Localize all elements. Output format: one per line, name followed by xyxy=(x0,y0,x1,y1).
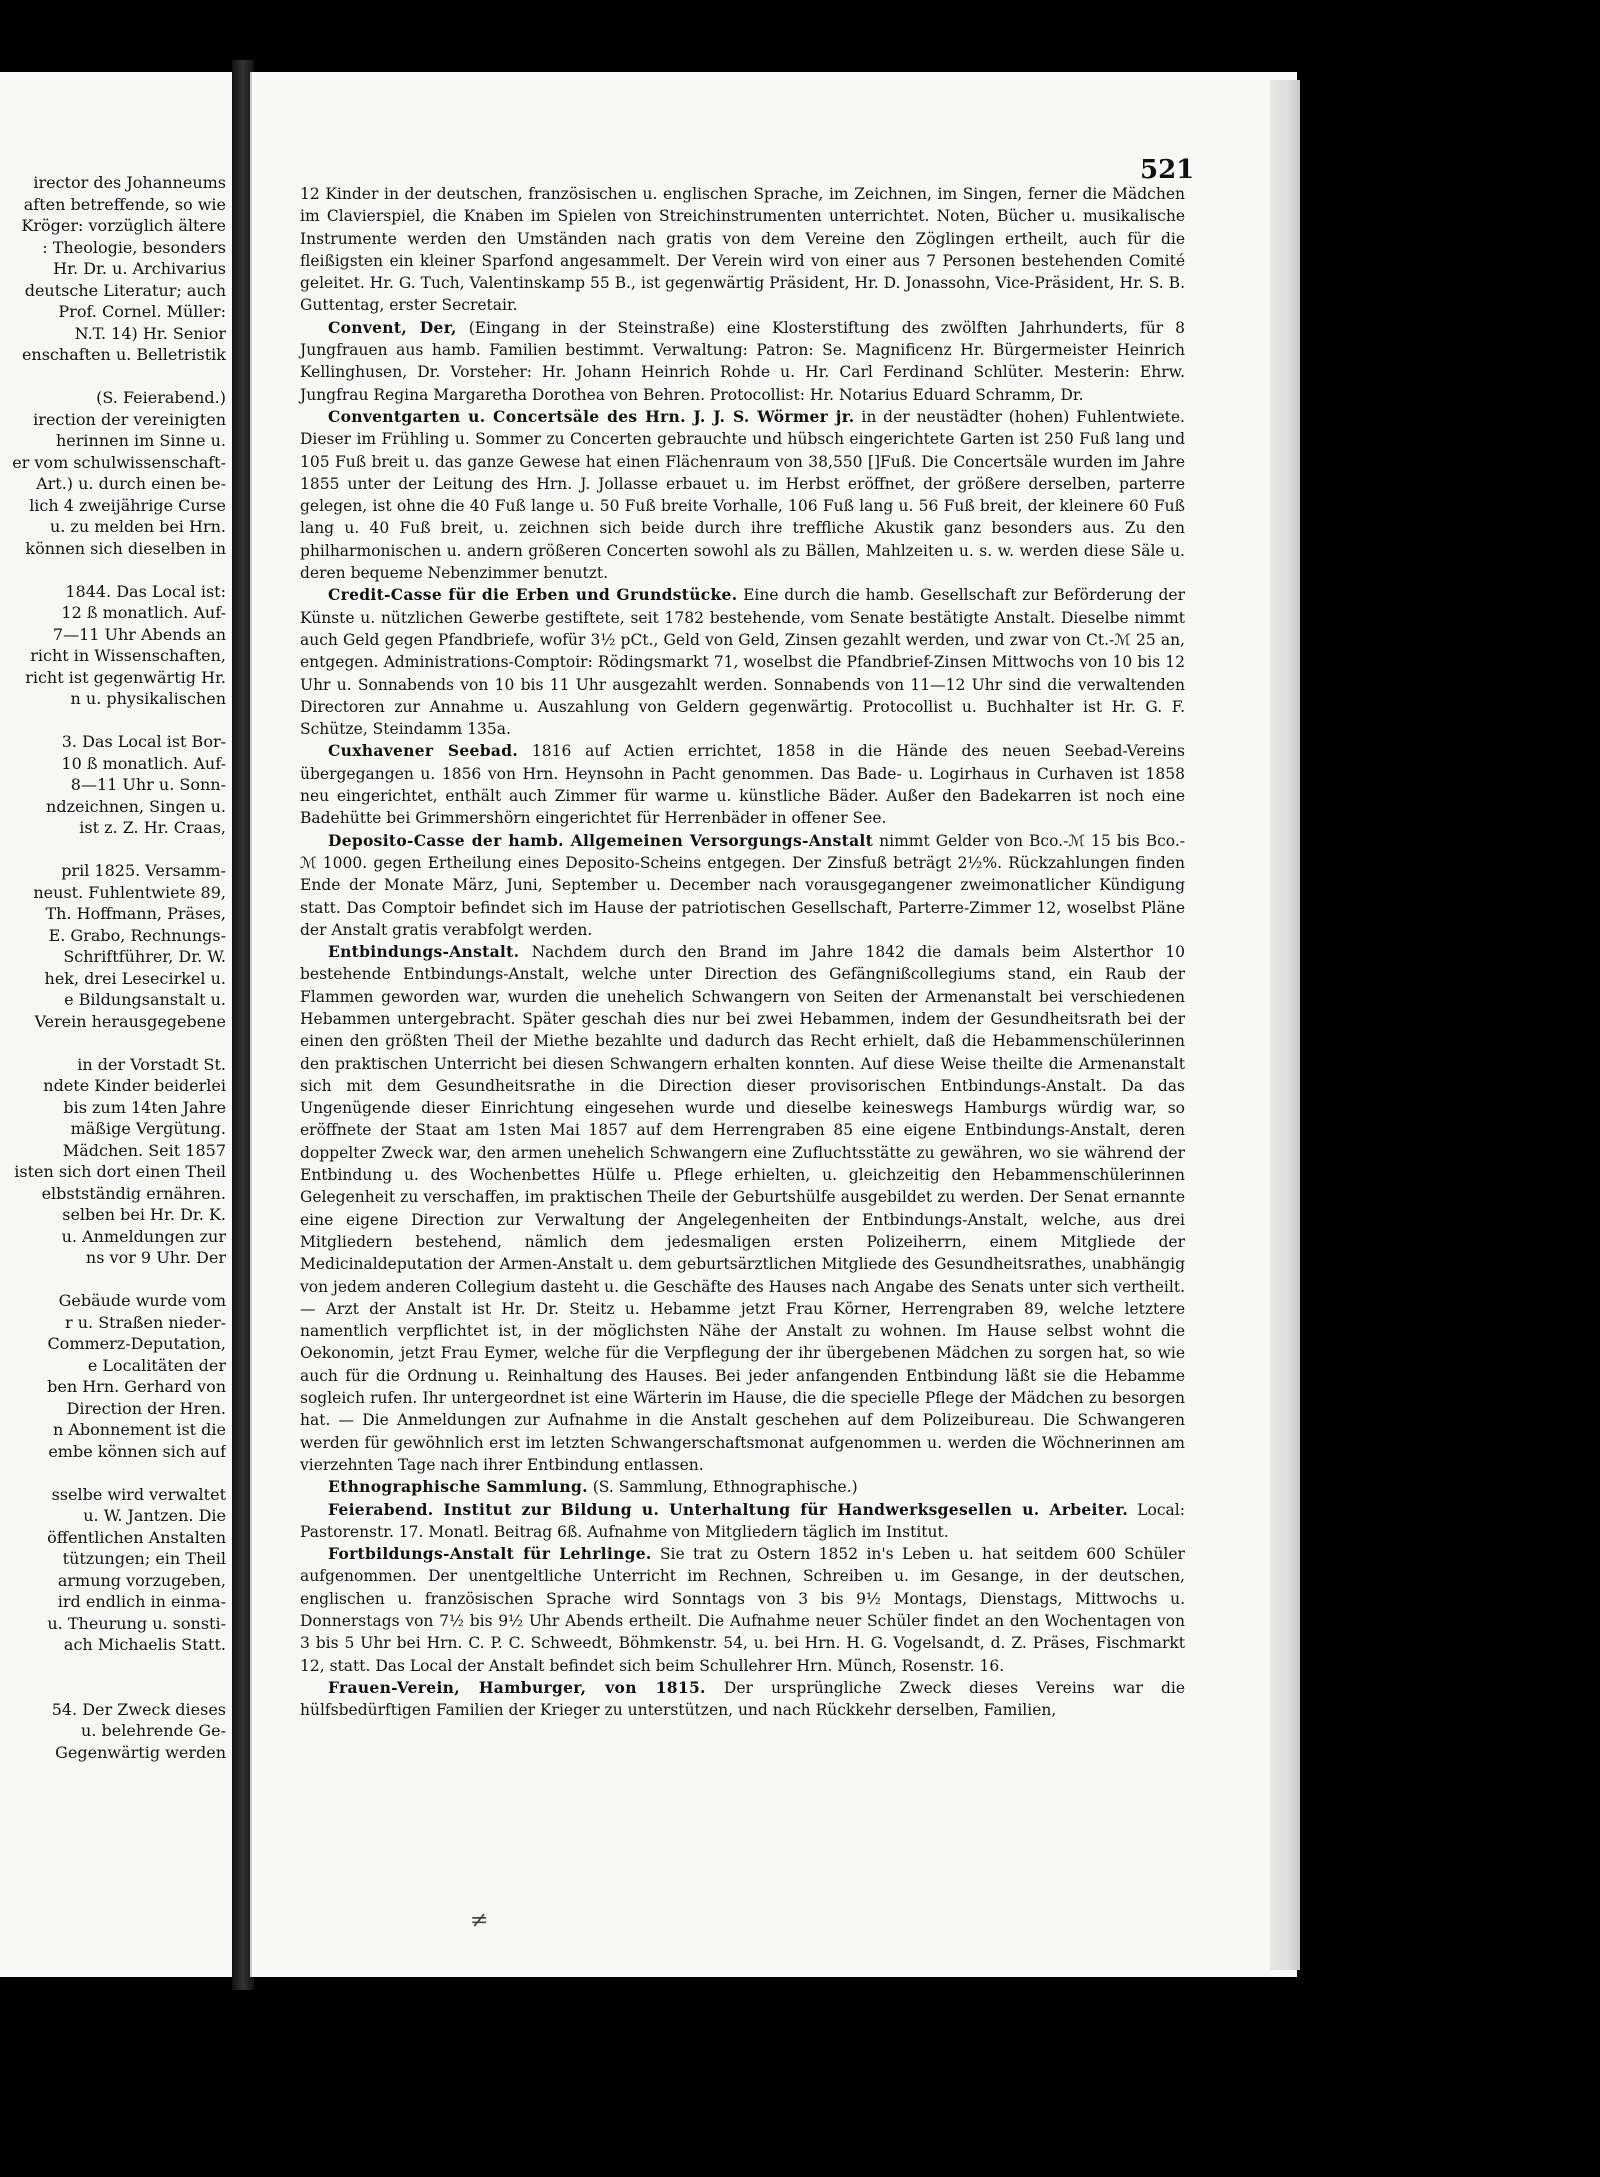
left-page-line: mäßige Vergütung. xyxy=(70,1119,226,1138)
entry-heading: Convent, Der, xyxy=(328,317,457,337)
left-page-line: ndzeichnen, Singen u. xyxy=(46,796,226,816)
left-page-line xyxy=(0,839,226,861)
directory-entry xyxy=(300,1499,1185,1544)
left-page-line: Gebäude wurde vom xyxy=(58,1291,226,1310)
directory-entry xyxy=(300,830,1185,941)
left-page-line: ist z. Z. Hr. Craas, xyxy=(79,818,226,837)
left-page-line: u. zu melden bei Hrn. xyxy=(49,517,226,536)
page-number: 521 xyxy=(1140,155,1195,185)
left-page-line: können sich dieselben in xyxy=(25,538,226,558)
page-body xyxy=(300,183,1185,1721)
entry-heading: Ethnographische Sammlung. xyxy=(328,1477,588,1497)
left-page-line: pril 1825. Versamm- xyxy=(61,861,226,880)
directory-entry xyxy=(300,584,1185,740)
left-page-line: er vom schulwissenschaft- xyxy=(12,452,226,472)
left-page-line: Gegenwärtig werden xyxy=(55,1742,226,1762)
left-page-line: selben bei Hr. Dr. K. xyxy=(62,1205,226,1224)
stray-mark: ≠ xyxy=(470,1908,489,1933)
entry-heading: Entbindungs-Anstalt. xyxy=(328,942,520,962)
directory-entry xyxy=(300,183,1185,317)
left-page-line xyxy=(0,1032,226,1054)
left-page-line: 8—11 Uhr u. Sonn- xyxy=(70,775,226,794)
left-page-line: in der Vorstadt St. xyxy=(77,1054,226,1074)
entry-text: 12 Kinder in der deutschen, französischen u. englischen Sprache, im Zeichnen, im Singen, ferner die Mädchen im Clavierspiel, die Knaben im Spielen von Streichinstrumenten unterrichtet. Noten, Bücher u. musikalische Instrumente werden den Umständen nach gratis von dem Vereine den Zöglingen ertheilt, auch für die fleißigsten ein kleiner Sparfond angesammelt. Der Verein wird von einer aus 7 Personen bestehenden Comité geleitet. Hr. G. Tuch, Valentinskamp 55 B., ist gegenwärtig Präsident, Hr. D. Jonassohn, Vice-Präsident, Hr. S. B. Guttentag, erster Secretair. xyxy=(300,185,1185,315)
left-page xyxy=(0,72,232,1977)
left-page-line: irection der vereinigten xyxy=(33,409,226,429)
left-page-line: tützungen; ein Theil xyxy=(62,1549,226,1568)
entry-text: Sie trat zu Ostern 1852 in's Leben u. hat seitdem 600 Schüler aufgenommen. Der unentgeltliche Unterricht im Rechnen, Schreiben u. im Gesange, in der deutschen, englischen u. französischen Sprache wird Sonntags von 3 bis 9½ Montags, Dienstags, Mittwochs u. Donnerstags von 7½ bis 9½ Uhr Abends ertheilt. Die Aufnahme neuer Schüler findet an den Wochentagen von 3 bis 5 Uhr bei Hrn. C. P. C. Schweedt, Böhmkenstr. 54, u. bei Hrn. H. G. Vogelsandt, d. Z. Präses, Fischmarkt 12, statt. Das Local der Anstalt befindet sich beim Schullehrer Hrn. Münch, Rosenstr. 16. xyxy=(300,1545,1185,1675)
left-page-line: Verein herausgegebene xyxy=(34,1011,226,1031)
left-page-line xyxy=(0,366,226,388)
left-page-line: richt in Wissenschaften, xyxy=(30,646,226,665)
left-page-line xyxy=(0,1269,226,1291)
left-page-line: e Localitäten der xyxy=(87,1355,226,1375)
left-page-line: u. belehrende Ge- xyxy=(81,1721,226,1740)
left-page-line xyxy=(0,1462,226,1484)
left-page-line: Hr. Dr. u. Archivarius xyxy=(53,259,226,278)
left-page-line: isten sich dort einen Theil xyxy=(14,1162,226,1181)
directory-entry xyxy=(300,740,1185,829)
left-page-line: Mädchen. Seit 1857 xyxy=(62,1140,226,1160)
entry-text: 1816 auf Actien errichtet, 1858 in die Hände des neuen Seebad-Vereins übergegangen u. 1856 von Hrn. Heynsohn in Pacht genommen. Das Bade- u. Logirhaus in Curhaven ist 1858 neu eingerichtet, enthält auch Zimmer für warme u. künstliche Bäder. Außer den Badekarren ist noch eine Badehütte bei Grimmershörn eingerichtet für Herrenbäder in offener See. xyxy=(300,742,1186,828)
left-page-line: n u. physikalischen xyxy=(70,689,226,708)
entry-heading: Credit-Casse für die Erben und Grundstücke. xyxy=(328,585,738,605)
entry-heading: Frauen-Verein, Hamburger, von 1815. xyxy=(328,1677,706,1697)
left-page-line: embe können sich auf xyxy=(48,1441,226,1461)
entry-text: (S. Sammlung, Ethnographische.) xyxy=(592,1478,858,1497)
entry-heading: Conventgarten u. Concertsäle des Hrn. J. J. S. Wörmer jr. xyxy=(328,406,855,426)
left-page-line: bis zum 14ten Jahre xyxy=(63,1097,226,1117)
left-page-line: u. Anmeldungen zur xyxy=(61,1226,226,1246)
directory-entry xyxy=(300,1543,1185,1677)
entry-heading: Deposito-Casse der hamb. Allgemeinen Versorgungs-Anstalt xyxy=(328,830,874,850)
left-page-line: u. W. Jantzen. Die xyxy=(83,1506,226,1525)
left-page-line: (S. Feierabend.) xyxy=(96,388,226,407)
left-page-text xyxy=(0,172,226,1763)
left-page-line: ird endlich in einma- xyxy=(57,1592,226,1611)
left-page-line: sselbe wird verwaltet xyxy=(51,1484,226,1504)
left-page-line: ndete Kinder beiderlei xyxy=(43,1076,226,1095)
left-page-line: herinnen im Sinne u. xyxy=(55,431,226,450)
entry-text: Der ursprüngliche Zweck dieses Vereins war die hülfsbedürftigen Familien der Krieger zu unterstützen, und nach Rückkehr derselben, Familien, xyxy=(300,1678,1185,1720)
directory-entry xyxy=(300,1677,1185,1722)
left-page-line: Art.) u. durch einen be- xyxy=(36,474,226,493)
left-page-line: Schriftführer, Dr. W. xyxy=(63,947,226,966)
left-page-line xyxy=(0,559,226,581)
left-page-line: 12 ß monatlich. Auf- xyxy=(61,603,226,622)
left-page-line: 1844. Das Local ist: xyxy=(65,581,226,601)
left-page-line: Th. Hoffmann, Präses, xyxy=(45,904,226,923)
left-page-line: enschaften u. Belletristik xyxy=(21,345,226,364)
left-page-line: E. Grabo, Rechnungs- xyxy=(48,925,226,945)
left-page-line: Commerz-Deputation, xyxy=(47,1334,226,1353)
left-page-line: irector des Johanneums xyxy=(33,173,226,192)
entry-text: nimmt Gelder von Bco.-ℳ 15 bis Bco.-ℳ 1000. gegen Ertheilung eines Deposito-Scheins entgegen. Der Zinsfuß beträgt 2½%. Rückzahlungen finden Ende der Monate März, Juni, September u. December nach vorausgegangener zweimonatlicher Kündigung statt. Das Comptoir befindet sich im Hause der patriotischen Gesellschaft, Parterre-Zimmer 12, woselbst Pläne der Anstalt gratis verabfolgt werden. xyxy=(300,831,1185,939)
directory-entry xyxy=(300,941,1185,1476)
left-page-line: e Bildungsanstalt u. xyxy=(64,990,226,1009)
entry-text: Local: Pastorenstr. 17. Monatl. Beitrag 6ß. Aufnahme von Mitgliedern täglich im Institut. xyxy=(300,1500,1185,1541)
left-page-line: ns vor 9 Uhr. Der xyxy=(85,1248,226,1267)
entry-heading: Feierabend. Institut zur Bildung u. Unterhaltung für Handwerksgesellen u. Arbeiter. xyxy=(328,1499,1129,1519)
left-page-line: armung vorzugeben, xyxy=(57,1570,226,1590)
left-page-line: Prof. Cornel. Müller: xyxy=(58,302,226,321)
left-page-line: N.T. 14) Hr. Senior xyxy=(74,323,226,343)
left-page-line xyxy=(0,1656,226,1678)
entry-text: in der neustädter (hohen) Fuhlentwiete. Dieser im Frühling u. Sommer zu Concerten gebrauchte und hübsch eingerichtete Garten ist 250 Fuß lang und 105 Fuß breit u. das ganze Gewese hat einen Flächenraum von 38,550 []Fuß. Die Concertsäle wurden im Jahre 1855 unter der Leitung des Hrn. J. Jollasse erbauet u. im Herbst eröffnet, der größere derselben, parterre gelegen, ist ohne die 40 Fuß lange u. 50 Fuß breite Vorhalle, 106 Fuß lang u. 56 Fuß breit, der kleinere 60 Fuß lang u. 40 Fuß breit, u. zeichnen sich beide durch ihre treffliche Akustik ganz besonders aus. Zu den philharmonischen u. andern größeren Concerten sowohl als zu Bällen, Mahlzeiten u. s. w. werden diese Säle u. deren bequeme Nebenzimmer benutzt. xyxy=(300,407,1185,583)
left-page-line: 7—11 Uhr Abends an xyxy=(52,624,226,644)
left-page-line: r u. Straßen nieder- xyxy=(65,1312,226,1332)
left-page-line: 10 ß monatlich. Auf- xyxy=(61,753,226,773)
left-page-line: 54. Der Zweck dieses xyxy=(51,1699,226,1719)
left-page-line: 3. Das Local ist Bor- xyxy=(61,732,226,751)
left-page-line: ben Hrn. Gerhard von xyxy=(47,1377,226,1396)
left-page-line: : Theologie, besonders xyxy=(42,237,226,257)
left-page-line: elbstständig ernähren. xyxy=(41,1183,226,1203)
left-page-line: deutsche Literatur; auch xyxy=(24,280,226,300)
left-page-line: neust. Fuhlentwiete 89, xyxy=(33,882,226,902)
left-page-line: n Abonnement ist die xyxy=(52,1420,226,1439)
left-page-line: hek, drei Lesecirkel u. xyxy=(44,968,226,988)
left-page-line xyxy=(0,710,226,732)
entry-heading: Fortbildungs-Anstalt für Lehrlinge. xyxy=(328,1544,652,1564)
left-page-line: ach Michaelis Statt. xyxy=(63,1635,226,1654)
left-page-line: richt ist gegenwärtig Hr. xyxy=(25,667,226,687)
entry-text: Nachdem durch den Brand im Jahre 1842 die damals beim Alsterthor 10 bestehende Entbindungs-Anstalt, welche unter Direction des Gefängnißcollegiums stand, ein Raub der Flammen geworden war, wurden die unehelich Schwangern von Seiten der Armenanstalt bei verschiedenen Hebammen untergebracht. Später geschah dies nur bei zwei Hebammen, indem der Gesundheitsrath bei der einen den größten Theil der Miethe bezahlte und dadurch das Recht erhielt, daß die Hebammenschülerinnen den praktischen Unterricht bei diesen Schwangern erhalten konnten. Auf diese Weise theilte die Armenanstalt sich mit dem Gesundheitsrathe in die Direction dieser provisorischen Entbindungs-Anstalt. Da das Ungenügende dieser Einrichtung eingesehen wurde und dieselbe keineswegs Hamburgs würdig war, so eröffnete der Staat am 1sten Mai 1857 auf dem Herrengraben 85 eine eigene Entbindungs-Anstalt, deren doppelter Zweck war, den armen unehelich Schwangern eine Zufluchtsstätte zu gewähren, wo sie während der Entbindung u. des Wochenbettes Hülfe u. Pflege erhielten, u. gleichzeitig den Hebammenschülerinnen Gelegenheit zu verschaffen, im praktischen Theile der Geburtshülfe ausgebildet zu werden. Der Senat ernannte eine eigene Direction zur Verwaltung der Angelegenheiten der Entbindungs-Anstalt, welche, aus drei Mitgliedern bestehend, nämlich dem jedesmaligen ersten Polizeiherrn, einem Mitgliede der Medicinaldeputation der Armen-Anstalt u. dem geburtsärztlichen Mitgliede des Gesundheitsrathes, unabhängig von jedem anderen Collegium dasteht u. die Geschäfte des Hauses nach Angabe des Senats unter sich vertheilt. — Arzt der Anstalt ist Hr. Dr. Steitz u. Hebamme jetzt Frau Körner, Herrengraben 89, welche letztere namentlich verpflichtet ist, in der möglichsten Nähe der Anstalt zu wohnen. Im Hause selbst wohnt die Oekonomin, jetzt Frau Eymer, welche für die Verpflegung der ihr übergebenen Mädchen zu sorgen hat, so wie auch für die Ordnung u. Reinhaltung des Hauses. Bei jeder anfangenden Entbindung läßt sie die Hebamme sogleich rufen. Ihr untergeordnet ist eine Wärterin im Hause, die die specielle Pflege der Mädchen zu besorgen hat. — Die Anmeldungen zur Aufnahme in die Anstalt geschehen auf dem Polizeibureau. Die Schwangeren werden für gewöhnlich erst im letzten Schwangerschaftsmonat aufgenommen u. werden die Wöchnerinnen am vierzehnten Tage nach ihrer Entbindung entlassen. xyxy=(300,943,1185,1474)
entry-text: Eine durch die hamb. Gesellschaft zur Beförderung der Künste u. nützlichen Gewerbe gestiftete, seit 1782 bestehende, vom Senate bestätigte Anstalt. Dieselbe nimmt auch Geld gegen Pfandbriefe, wofür 3½ pCt., Geld von Geld, Zinsen gezahlt werden, und zwar von Ct.-ℳ 25 an, entgegen. Administrations-Comptoir: Rödingsmarkt 71, woselbst die Pfandbrief-Zinsen Mittwochs von 10 bis 12 Uhr u. Sonnabends von 10 bis 11 Uhr ausgezahlt werden. Sonnabends von 11—12 Uhr sind die verwaltenden Directoren zur Annahme u. Auszahlung von Geldern gegenwärtig. Protocollist u. Buchhalter ist Hr. G. F. Schütze, Steindamm 135a. xyxy=(300,586,1185,739)
entry-heading: Cuxhavener Seebad. xyxy=(328,741,519,761)
left-page-line: u. Theurung u. sonsti- xyxy=(47,1613,226,1633)
left-page-line: öffentlichen Anstalten xyxy=(47,1527,226,1547)
directory-entry xyxy=(300,317,1185,406)
directory-entry xyxy=(300,1476,1185,1498)
directory-entry xyxy=(300,406,1185,584)
entry-text: (Eingang in der Steinstraße) eine Klosterstiftung des zwölften Jahrhunderts, für 8 Jungfrauen aus hamb. Familien bestimmt. Verwaltung: Patron: Se. Magnificenz Hr. Bürgermeister Heinrich Kellinghusen, Dr. Vorsteher: Hr. Johann Heinrich Rohde u. Hr. Carl Ferdinand Schlüter. Mesterin: Ehrw. Jungfrau Regina Margaretha Dorothea von Behren. Protocollist: Hr. Notarius Eduard Schramm, Dr. xyxy=(300,318,1185,404)
left-page-line: lich 4 zweijährige Curse xyxy=(29,495,226,515)
left-page-line: Direction der Hren. xyxy=(66,1398,226,1418)
left-page-line: Kröger: vorzüglich ältere xyxy=(21,216,226,235)
page-edge xyxy=(1270,80,1300,1970)
left-page-line xyxy=(0,1677,226,1699)
left-page-line: aften betreffende, so wie xyxy=(23,194,226,214)
